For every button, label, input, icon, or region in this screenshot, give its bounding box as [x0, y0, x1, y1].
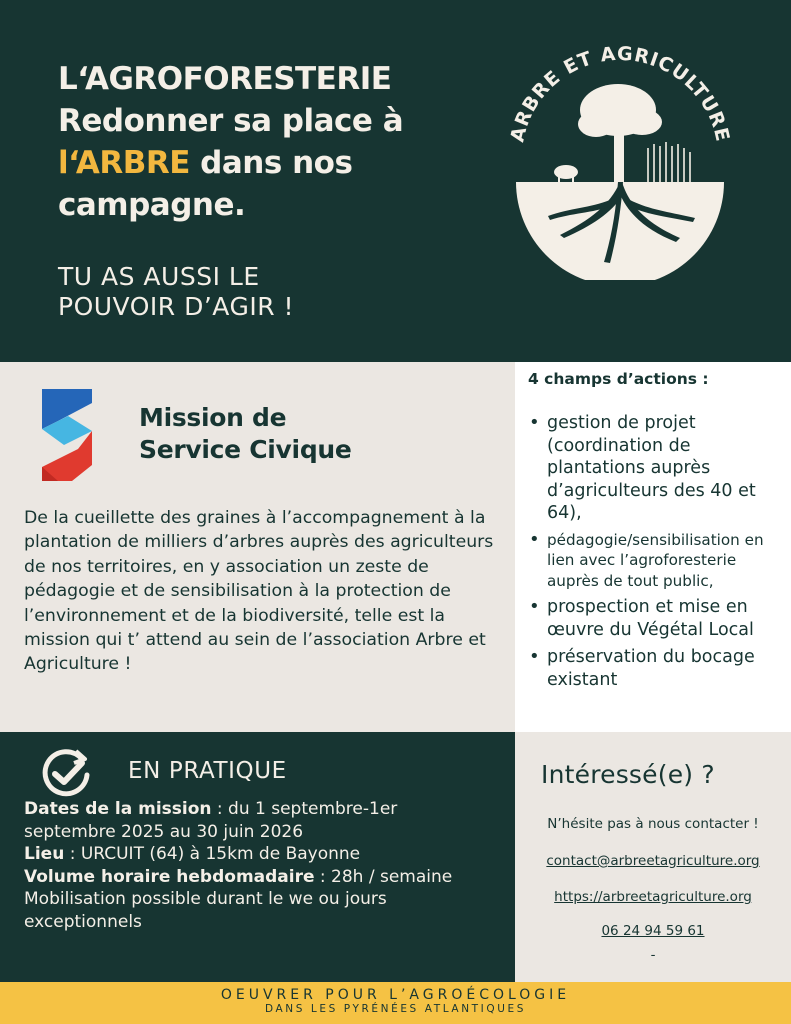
mission-title-line-2: Service Civique: [139, 435, 352, 464]
mission-location: [24, 843, 494, 866]
contact-title: Intéressé(e) ?: [541, 760, 715, 789]
list-item: • préservation du bocage existant: [529, 646, 791, 691]
list-item: • pédagogie/sensibilisation en lien avec l’agroforesterie auprès de tout public,: [529, 530, 791, 592]
list-item: • gestion de projet (coordination de plantations auprès d’agriculteurs des 40 et 64),: [529, 412, 791, 525]
arbre-et-agriculture-logo: [500, 40, 740, 280]
actions-title: 4 champs d’actions :: [528, 370, 709, 388]
headline-line-2: Redonner sa place à: [58, 103, 404, 139]
mission-dates: [24, 798, 494, 843]
mission-title: [139, 402, 439, 466]
lieu-value: : URCUIT (64) à 15km de Bayonne: [64, 844, 361, 865]
volume-value: : 28h / semaine: [314, 866, 453, 887]
headline: [58, 58, 468, 226]
subheadline: [58, 262, 294, 322]
contact-intro: N’hésite pas à nous contacter !: [547, 816, 759, 832]
mission-availability: Mobilisation possible durant le we ou jours exceptionnels: [24, 889, 387, 932]
mission-hours: [24, 866, 494, 889]
pratique-details: [24, 798, 494, 934]
dates-label: Dates de la mission: [24, 799, 212, 819]
logo-text: ARBRE ET AGRICULTURE: [506, 42, 734, 145]
check-circle-icon: [38, 745, 94, 801]
subheadline-line-1: TU AS AUSSI LE: [58, 262, 260, 291]
website-link[interactable]: https://arbreetagriculture.org: [554, 889, 752, 905]
mission-description: De la cueillette des graines à l’accompagnement à la plantation de milliers d’arbres auprès des agriculteurs de nos territoires, en y association un zeste de pédagogie et de sensibilisation à la protection de l’environnement et de la biodiversité, telle est la mission qui t’ attend au sein de l’association Arbre et Agriculture !: [24, 508, 494, 675]
service-civique-logo: [38, 385, 96, 485]
headline-line-1: L‘AGROFORESTERIE: [58, 61, 392, 97]
headline-line-3: [58, 142, 468, 184]
list-item: • prospection et mise en œuvre du Végétal Local: [529, 596, 791, 641]
email-link[interactable]: contact@arbreetagriculture.org: [546, 853, 760, 869]
pratique-title: EN PRATIQUE: [128, 758, 287, 784]
lieu-label: Lieu: [24, 844, 65, 865]
headline-highlight: l‘ARBRE: [58, 145, 190, 181]
mission-title-line-1: Mission de: [139, 403, 287, 432]
footer-line-1: OEUVRER POUR L’AGROÉCOLOGIE: [220, 987, 571, 1003]
headline-line-3-rest: dans nos: [189, 145, 353, 181]
subheadline-line-2: POUVOIR D’AGIR !: [58, 292, 295, 321]
dates-value: : du 1 septembre-1er septembre 2025 au 30 juin 2026: [24, 799, 398, 842]
volume-label: Volume horaire hebdomadaire: [24, 866, 315, 887]
actions-list: [529, 412, 791, 696]
phone-link[interactable]: 06 24 94 59 61: [601, 923, 705, 939]
contact-dash: -: [650, 947, 656, 963]
footer-line-2: DANS LES PYRÉNÉES ATLANTIQUES: [264, 1003, 527, 1015]
headline-line-4: campagne.: [58, 187, 246, 223]
